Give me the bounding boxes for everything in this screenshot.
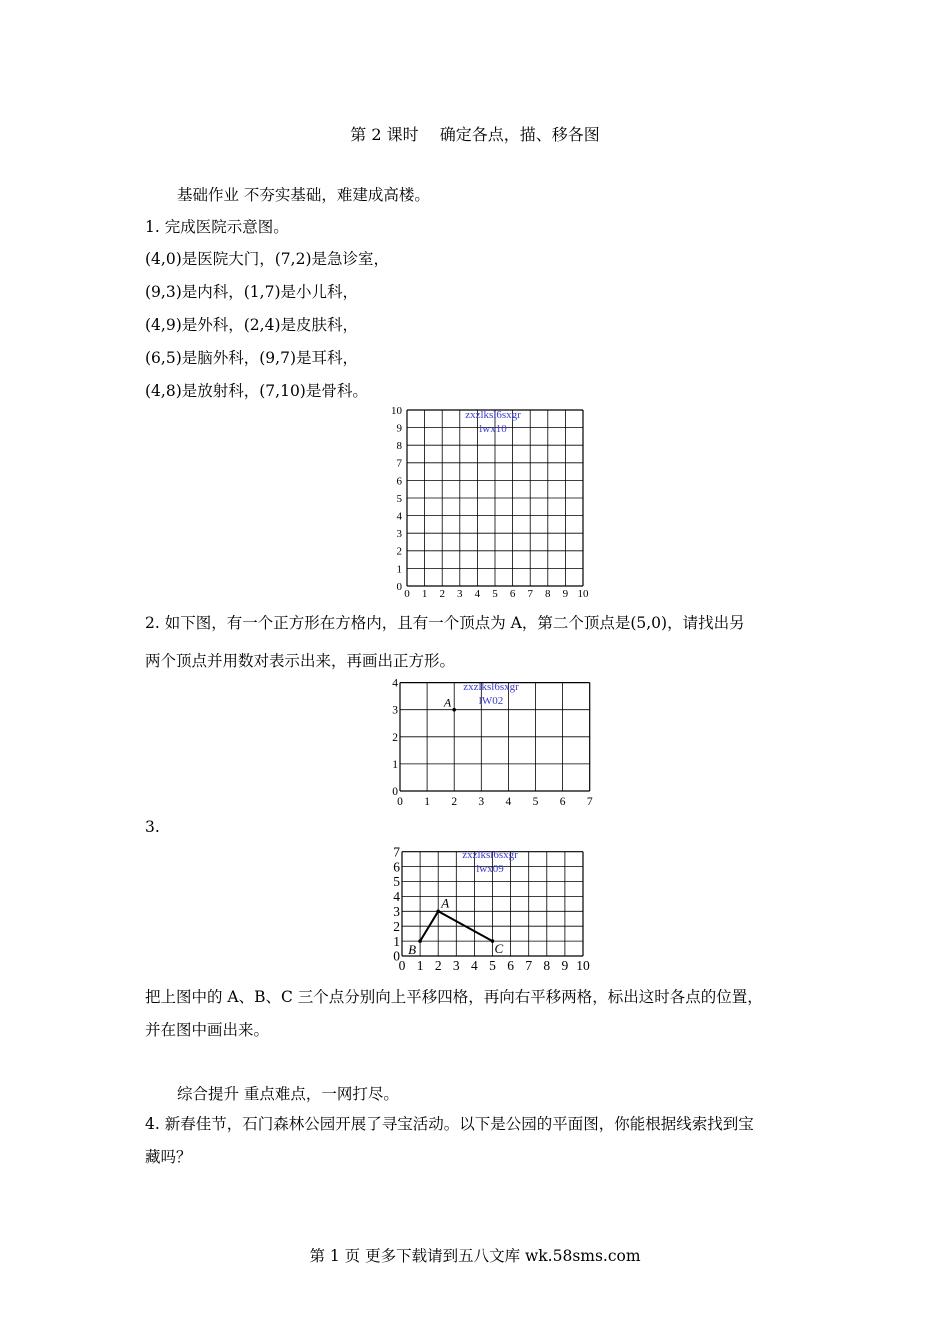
- y-tick-label: 1: [393, 933, 400, 949]
- y-tick-label: 3: [396, 528, 402, 541]
- section-advanced-heading: 综合提升 重点难点，一网打尽。: [177, 1085, 399, 1103]
- q4-text-line1: 4. 新春佳节，石门森林公园开展了寻宝活动。以下是公园的平面图，你能根据线索找到宝: [145, 1115, 754, 1133]
- watermark-text: lW02: [478, 695, 504, 707]
- q1-heading: 1. 完成医院示意图。: [145, 218, 289, 236]
- x-tick-label: 9: [562, 588, 569, 600]
- y-tick-label: 0: [392, 786, 398, 799]
- y-tick-label: 8: [396, 440, 402, 453]
- watermark-text: zxzlksl6sxgr: [463, 681, 519, 693]
- y-tick-label: 5: [393, 874, 400, 890]
- watermark-text: zxzlksl6sxgr: [465, 409, 521, 421]
- x-tick-label: 5: [489, 958, 496, 973]
- y-tick-label: 4: [396, 510, 402, 523]
- y-tick-label: 1: [392, 758, 398, 771]
- q2-coordinate-grid: [385, 676, 600, 811]
- q3-coordinate-grid: [385, 840, 595, 975]
- x-tick-label: 4: [474, 588, 481, 600]
- point-dot: [418, 939, 422, 943]
- q1-line: (6,5)是脑外科，(9,7)是耳科，: [145, 349, 358, 367]
- q2-text-line2: 两个顶点并用数对表示出来，再画出正方形。: [145, 652, 456, 670]
- x-tick-label: 8: [545, 588, 551, 600]
- point-b-label: B: [408, 942, 417, 958]
- q3-text-line2: 并在图中画出来。: [145, 1021, 270, 1039]
- x-tick-label: 6: [509, 588, 516, 600]
- y-tick-label: 3: [393, 904, 400, 920]
- x-tick-label: 0: [398, 958, 406, 973]
- x-tick-label: 9: [561, 958, 569, 973]
- x-tick-label: 0: [404, 588, 410, 600]
- x-tick-label: 0: [397, 796, 403, 808]
- x-tick-label: 7: [525, 958, 533, 973]
- x-tick-label: 2: [434, 958, 442, 973]
- x-tick-label: 5: [492, 588, 498, 600]
- point-dot: [436, 910, 440, 914]
- point-a-label: A: [443, 695, 452, 710]
- y-tick-label: 0: [393, 948, 400, 964]
- point-c-label: C: [494, 941, 504, 957]
- x-tick-label: 6: [507, 958, 514, 973]
- y-tick-label: 3: [392, 704, 398, 717]
- x-tick-label: 8: [543, 958, 551, 973]
- x-tick-label: 4: [471, 958, 478, 973]
- q4-text-line2: 藏吗？: [145, 1148, 192, 1166]
- x-tick-label: 6: [559, 796, 566, 808]
- x-tick-label: 1: [424, 796, 430, 808]
- y-tick-label: 7: [396, 457, 402, 470]
- q1-line: (4,8)是放射科，(7,10)是骨科。: [145, 382, 368, 400]
- q1-line: (4,0)是医院大门，(7,2)是急诊室，: [145, 250, 389, 268]
- q1-coordinate-grid: [375, 403, 595, 603]
- x-tick-label: 3: [478, 796, 485, 808]
- page-footer: 第 1 页 更多下载请到五八文库 wk.58sms.com: [309, 1247, 641, 1265]
- y-tick-label: 2: [396, 545, 402, 558]
- x-tick-label: 2: [451, 796, 458, 808]
- y-tick-label: 4: [393, 889, 400, 905]
- y-tick-label: 6: [396, 475, 402, 488]
- x-tick-label: 10: [576, 958, 590, 973]
- y-tick-label: 0: [396, 580, 402, 593]
- x-tick-label: 3: [452, 958, 460, 973]
- y-tick-label: 2: [392, 731, 398, 744]
- y-tick-label: 5: [396, 492, 402, 505]
- page-title: 第 2 课时 确定各点，描、移各图: [350, 125, 600, 144]
- y-tick-label: 6: [393, 859, 400, 875]
- y-tick-label: 4: [392, 677, 398, 690]
- point-a-label: A: [441, 895, 450, 911]
- watermark-text: lwx10: [479, 423, 507, 435]
- x-tick-label: 7: [527, 588, 533, 600]
- q3-number: 3.: [145, 818, 160, 836]
- q1-line: (9,3)是内科，(1,7)是小儿科，: [145, 283, 358, 301]
- q1-line: (4,9)是外科，(2,4)是皮肤科，: [145, 316, 358, 334]
- watermark-text: lwx09: [476, 863, 504, 875]
- q2-text-line1: 2. 如下图，有一个正方形在方格内，且有一个顶点为 A，第二个顶点是(5,0)，请找出另: [145, 614, 745, 632]
- x-tick-label: 5: [532, 796, 539, 808]
- x-tick-label: 1: [421, 588, 428, 600]
- point-a-dot: [452, 708, 456, 712]
- x-tick-label: 2: [439, 588, 445, 600]
- y-tick-label: 1: [396, 563, 402, 576]
- y-tick-label: 7: [393, 844, 400, 860]
- q3-text-line1: 把上图中的 A、B、C 三个点分别向上平移四格，再向右平移两格，标出这时各点的位置，: [145, 988, 763, 1006]
- x-tick-label: 7: [586, 796, 593, 808]
- x-tick-label: 4: [505, 796, 512, 808]
- x-tick-label: 10: [577, 588, 589, 600]
- y-tick-label: 9: [396, 422, 402, 435]
- y-tick-label: 10: [391, 404, 402, 417]
- x-tick-label: 3: [457, 588, 463, 600]
- section-basic-heading: 基础作业 不夯实基础，难建成高楼。: [177, 186, 430, 204]
- y-tick-label: 2: [393, 918, 400, 934]
- x-tick-label: 1: [416, 958, 424, 973]
- watermark-text: zxzlksl6sxgr: [462, 849, 518, 861]
